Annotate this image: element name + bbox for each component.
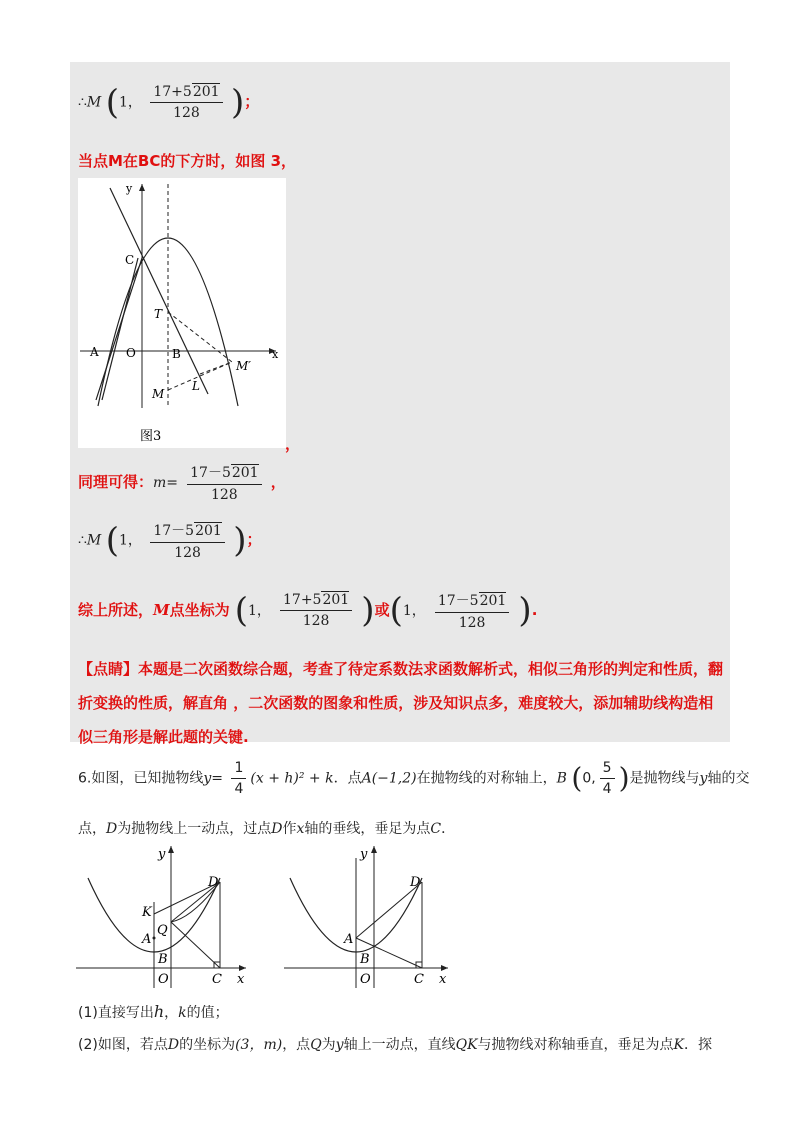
fig3-label-M: M xyxy=(152,387,165,401)
right-label-O: O xyxy=(360,972,371,987)
left-label-O: O xyxy=(158,972,169,987)
figure-right-graph xyxy=(282,842,462,990)
left-label-B: B xyxy=(158,952,168,967)
left-label-D: D xyxy=(208,875,219,890)
fig3-label-B: B xyxy=(172,347,181,361)
figure-right xyxy=(282,842,462,990)
same-reason-line: 同理可得：m= $\frac{17-5201}{128}$ ， xyxy=(78,465,286,503)
right-label-D: D xyxy=(410,875,421,890)
left-label-y: y xyxy=(158,847,166,862)
left-label-C: C xyxy=(212,972,222,987)
figure-left xyxy=(74,842,254,990)
key-point-comment: 【点睛】本题是二次函数综合题，考查了待定系数法求函数解析式，相似三角形的判定和性质，翻折变换的性质，解直角 ，二次函数的图象和性质，涉及知识点多，难度较大，添加辅助线构造相似三角形是解此题的关键. xyxy=(78,660,724,746)
question-6-line-2: 点，D为抛物线上一动点，过点D作x轴的垂线，垂足为点C． xyxy=(78,821,456,837)
question-6-line-1: 6.如图，已知抛物线y= $\frac{1}{4}$ (x + h)² + k．点A(−1,2)在抛物线的对称轴上，B (0, $\frac{5}{4}$ )是抛物线与y轴的交 xyxy=(78,760,750,797)
figure-3 xyxy=(78,178,286,448)
right-label-A: A xyxy=(344,932,354,947)
figure-left-graph xyxy=(74,842,254,990)
right-label-C: C xyxy=(414,972,424,987)
fig3-label-y: y xyxy=(126,182,133,195)
coordinate-line-2: ∴M (1， $\frac{17-5201}{128}$ )； xyxy=(78,520,262,561)
case-heading: 当点M在BC的下方时，如图 3， xyxy=(78,152,297,170)
subquestion-1: (1)直接写出h，k的值； xyxy=(78,1002,229,1021)
left-label-K: K xyxy=(142,905,152,920)
fig3-label-L: L xyxy=(192,379,200,393)
fig3-label-O: O xyxy=(126,346,136,360)
figure-trailing-comma: ， xyxy=(285,435,301,453)
fig3-label-A: A xyxy=(90,345,99,359)
fig3-label-T: T xyxy=(154,307,163,321)
summary-line: 综上所述，M点坐标为 (1， $\frac{17+5201}{128}$ )或(1， $\frac{17-5201}{128}$ ). xyxy=(78,590,538,631)
fig3-caption: 图3 xyxy=(140,429,162,444)
left-label-A: A xyxy=(142,932,152,947)
figure-3-graph xyxy=(78,178,286,448)
coordinate-line-1: ∴M (1， $\frac{17+5201}{128}$ )； xyxy=(78,82,260,123)
right-label-y: y xyxy=(360,847,368,862)
right-label-B: B xyxy=(360,952,370,967)
fig3-label-C: C xyxy=(125,253,135,267)
fig3-label-x: x xyxy=(272,348,279,361)
left-label-Q: Q xyxy=(157,923,168,938)
right-label-x: x xyxy=(439,972,447,987)
subquestion-2: (2)如图，若点D的坐标为(3，m)，点Q为y轴上一动点，直线QK与抛物线对称轴垂直，垂足为点K．探 xyxy=(78,1037,712,1053)
fig3-label-M-prime: M′ xyxy=(236,359,252,373)
left-label-x: x xyxy=(237,972,245,987)
